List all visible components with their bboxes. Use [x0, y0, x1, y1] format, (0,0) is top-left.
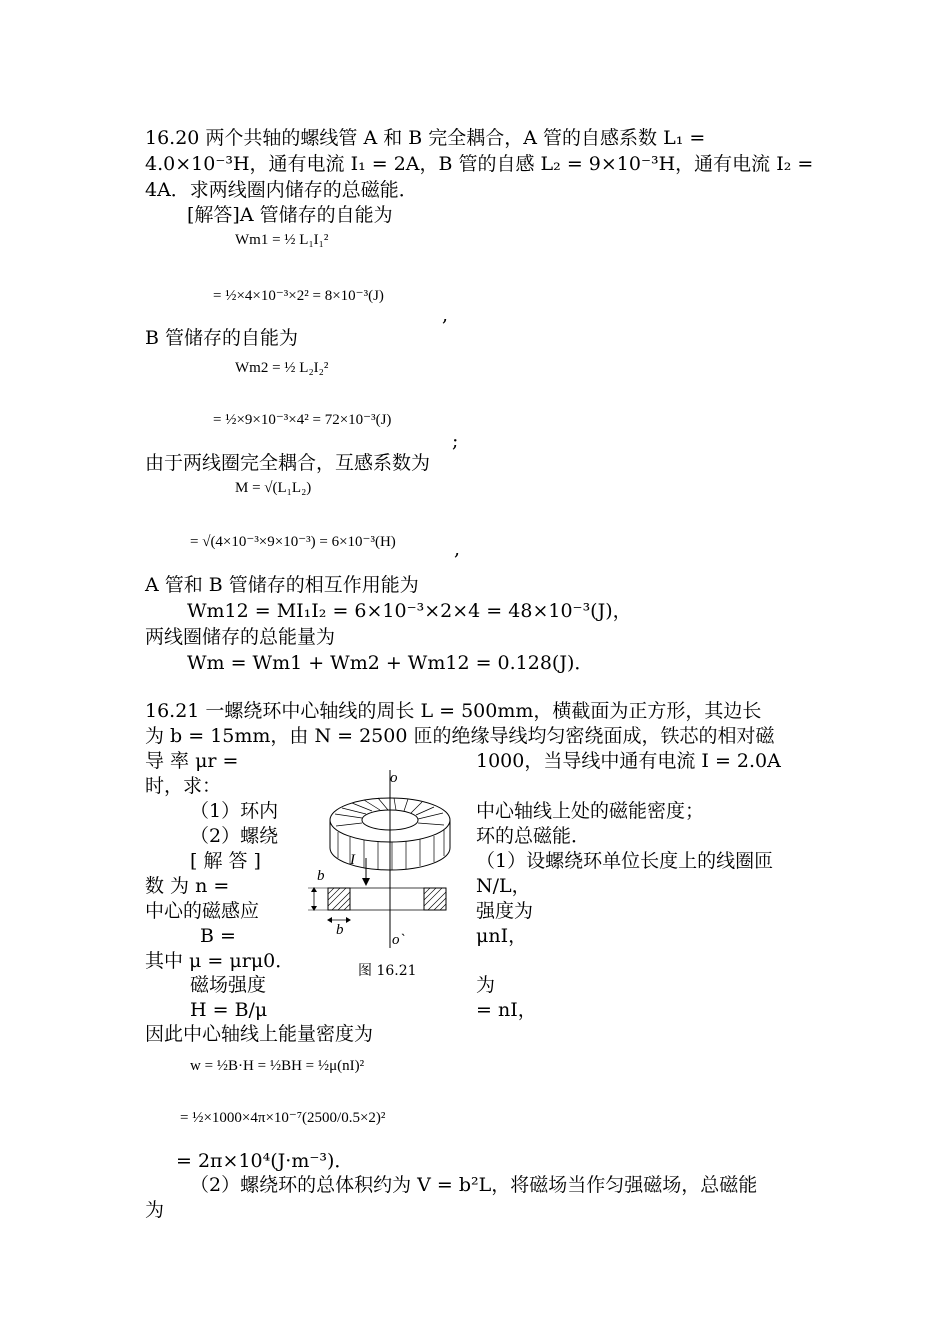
- label-o-prime: o`: [392, 932, 405, 948]
- eq-wm2-b: = ½×9×10⁻³×4² = 72×10⁻³(J): [213, 412, 392, 428]
- p1621-line15: （2）螺绕环的总体积约为 V = b²L，将磁场当作匀强磁场，总磁能: [190, 1174, 758, 1196]
- eq-wm12: Wm12 = MI₁I₂ = 6×10⁻³×2×4 = 48×10⁻³(J)，: [187, 600, 632, 622]
- p1621-line14: 因此中心轴线上能量密度为: [145, 1023, 374, 1045]
- eq-wm1-b: = ½×4×10⁻³×2² = 8×10⁻³(J): [213, 288, 384, 304]
- p1621-line5a: （1）环内: [190, 800, 279, 822]
- answer-a-intro: [解答]A 管储存的自能为: [187, 204, 393, 226]
- comma2: ,: [454, 538, 461, 560]
- p1621-line8a: 数 为 n =: [145, 875, 230, 897]
- p1621-line6a: （2）螺绕: [190, 825, 279, 847]
- figure-caption: 图 16.21: [358, 963, 417, 979]
- p1621-line11: 其中 μ = μrμ0．: [145, 950, 295, 972]
- p1621-line8b: N/L，: [476, 875, 531, 897]
- p1621-line12b: 为: [476, 974, 496, 996]
- eq-wm2-a: Wm2 = ½ L₂I₂²: [235, 360, 329, 376]
- p1620-line1: 16.20 两个共轴的螺线管 A 和 B 完全耦合，A 管的自感系数 L₁ =: [145, 127, 706, 149]
- p1621-line13b: = nI，: [476, 999, 537, 1021]
- int-intro: A 管和 B 管储存的相互作用能为: [145, 574, 419, 596]
- p1621-line10a: B =: [200, 925, 236, 947]
- p1621-line6b: 环的总磁能．: [476, 825, 591, 847]
- eq-wm1-a: Wm1 = ½ L₁I₁²: [235, 232, 329, 248]
- p1621-line3b: 1000，当导线中通有电流 I = 2.0A: [476, 750, 781, 772]
- p1621-line2: 为 b = 15mm，由 N = 2500 匝的绝缘导线均匀密绕面成，铁芯的相对磁: [145, 725, 775, 747]
- eq-m-a: M = √(L₁L₂): [235, 480, 312, 496]
- p1621-line16: 为: [145, 1199, 165, 1221]
- p1621-line9b: 强度为: [476, 900, 534, 922]
- p1621-line3a: 导 率 μr =: [145, 750, 239, 772]
- b-intro: B 管储存的自能为: [145, 327, 299, 349]
- eq-wm: Wm = Wm1 + Wm2 + Wm12 = 0.128(J)．: [187, 652, 594, 674]
- p1621-line7a: [ 解 答 ]: [190, 850, 261, 872]
- p1621-line12a: 磁场强度: [190, 974, 267, 996]
- m-intro: 由于两线圈完全耦合，互感系数为: [145, 452, 431, 474]
- label-current: I: [350, 852, 355, 868]
- p1620-line3: 4A．求两线圈内储存的总磁能．: [145, 179, 418, 201]
- p1621-line13a: H = B/μ: [190, 999, 268, 1021]
- p1621-line9a: 中心的磁感应: [145, 900, 260, 922]
- eq-w-b: = ½×1000×4π×10⁻⁷(2500/0.5×2)²: [180, 1110, 386, 1126]
- result: = 2π×10⁴(J·m⁻³)．: [176, 1150, 354, 1172]
- p1621-line4: 时，求：: [145, 775, 222, 797]
- p1621-line10b: μnI，: [476, 925, 528, 947]
- eq-m-b: = √(4×10⁻³×9×10⁻³) = 6×10⁻³(H): [190, 534, 396, 550]
- eq-w-a: w = ½B·H = ½BH = ½μ(nI)²: [190, 1058, 365, 1074]
- label-o: o: [390, 770, 398, 786]
- p1621-line7b: （1）设螺绕环单位长度上的线圈匝: [476, 850, 774, 872]
- p1620-line2: 4.0×10⁻³H，通有电流 I₁ = 2A，B 管的自感 L₂ = 9×10⁻³H，通有电流 I₂ =: [145, 153, 814, 175]
- label-b-horizontal: b: [336, 922, 344, 938]
- tot-intro: 两线圈储存的总能量为: [145, 626, 336, 648]
- p1621-line5b: 中心轴线上处的磁能密度；: [476, 800, 705, 822]
- comma: ,: [442, 304, 449, 326]
- semicolon: ;: [452, 430, 459, 452]
- toroid-figure: [300, 770, 470, 955]
- p1621-line1: 16.21 一螺绕环中心轴线的周长 L = 500mm，横截面为正方形，其边长: [145, 700, 762, 722]
- label-b-vertical: b: [317, 868, 325, 884]
